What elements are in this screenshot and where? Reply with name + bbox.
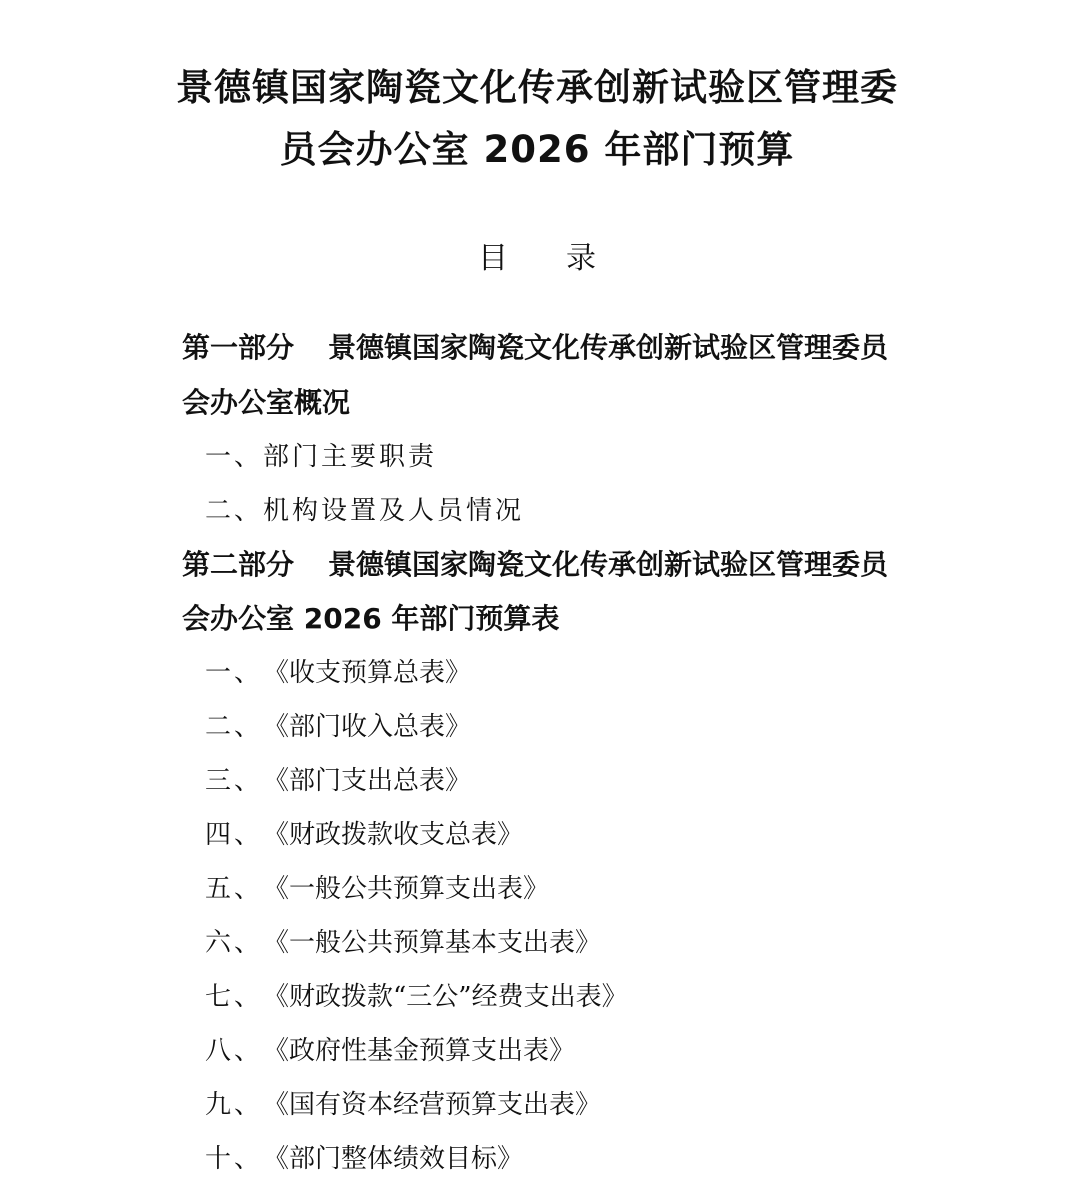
- toc-item: [205, 981, 628, 1013]
- toc-item-text: 《一般公共预算支出表》: [263, 874, 550, 904]
- toc-item: [205, 1089, 601, 1121]
- toc-item-number: 一、: [205, 442, 264, 472]
- toc-item-number: 二、: [205, 712, 264, 742]
- document-title-line-2: 员会办公室 2026 年部门预算: [279, 128, 795, 171]
- toc-item: [205, 765, 471, 797]
- toc-item: [205, 441, 437, 473]
- toc-heading-left: 目: [478, 241, 508, 276]
- toc-item-number: 二、: [205, 496, 264, 526]
- toc-item-text: 《政府性基金预算支出表》: [263, 1036, 576, 1066]
- toc-item-number: 一、: [205, 658, 264, 688]
- toc-item: [205, 711, 471, 743]
- toc-item-text: 《一般公共预算基本支出表》: [263, 928, 602, 958]
- toc-part1-heading: [182, 331, 888, 365]
- toc-item: [205, 873, 549, 905]
- toc-item-text: 《收支预算总表》: [263, 658, 472, 688]
- toc-item-text: 机构设置及人员情况: [263, 496, 525, 526]
- toc-part1-label: 第一部分: [182, 331, 295, 364]
- toc-item-number: 六、: [205, 928, 264, 958]
- toc-item: [205, 819, 523, 851]
- toc-item-text: 《部门整体绩效目标》: [263, 1144, 524, 1174]
- toc-heading-right: 录: [566, 241, 596, 276]
- toc-part2-title-line-1: 景德镇国家陶瓷文化传承创新试验区管理委员: [328, 548, 889, 581]
- toc-item: [205, 657, 471, 689]
- toc-item-text: 部门主要职责: [263, 442, 438, 472]
- toc-item-number: 四、: [205, 820, 264, 850]
- toc-part2-title-line-2: 会办公室 2026 年部门预算表: [182, 602, 560, 635]
- toc-item-text: 《部门支出总表》: [263, 766, 472, 796]
- toc-item: [205, 495, 524, 527]
- toc-heading: [0, 240, 1074, 278]
- toc-item-text: 《财政拨款收支总表》: [263, 820, 524, 850]
- toc-item-number: 十、: [205, 1144, 264, 1174]
- toc-part2-label: 第二部分: [182, 548, 295, 581]
- toc-part1-title-line-2: 会办公室概况: [182, 386, 351, 419]
- toc-item-text: 《财政拨款“三公”经费支出表》: [263, 982, 628, 1012]
- toc-part2-heading: [182, 548, 888, 582]
- toc-item-number: 三、: [205, 766, 264, 796]
- toc-item: [205, 1143, 523, 1175]
- toc-item: [205, 927, 601, 959]
- toc-part1-title-line-1: 景德镇国家陶瓷文化传承创新试验区管理委员: [328, 331, 889, 364]
- toc-item-number: 九、: [205, 1090, 264, 1120]
- toc-item-number: 五、: [205, 874, 264, 904]
- toc-item-text: 《部门收入总表》: [263, 712, 472, 742]
- toc-item-text: 《国有资本经营预算支出表》: [263, 1090, 602, 1120]
- toc-item-number: 七、: [205, 982, 264, 1012]
- document-title-line-1: 景德镇国家陶瓷文化传承创新试验区管理委: [176, 66, 898, 109]
- toc-item: [205, 1035, 575, 1067]
- toc-item-number: 八、: [205, 1036, 264, 1066]
